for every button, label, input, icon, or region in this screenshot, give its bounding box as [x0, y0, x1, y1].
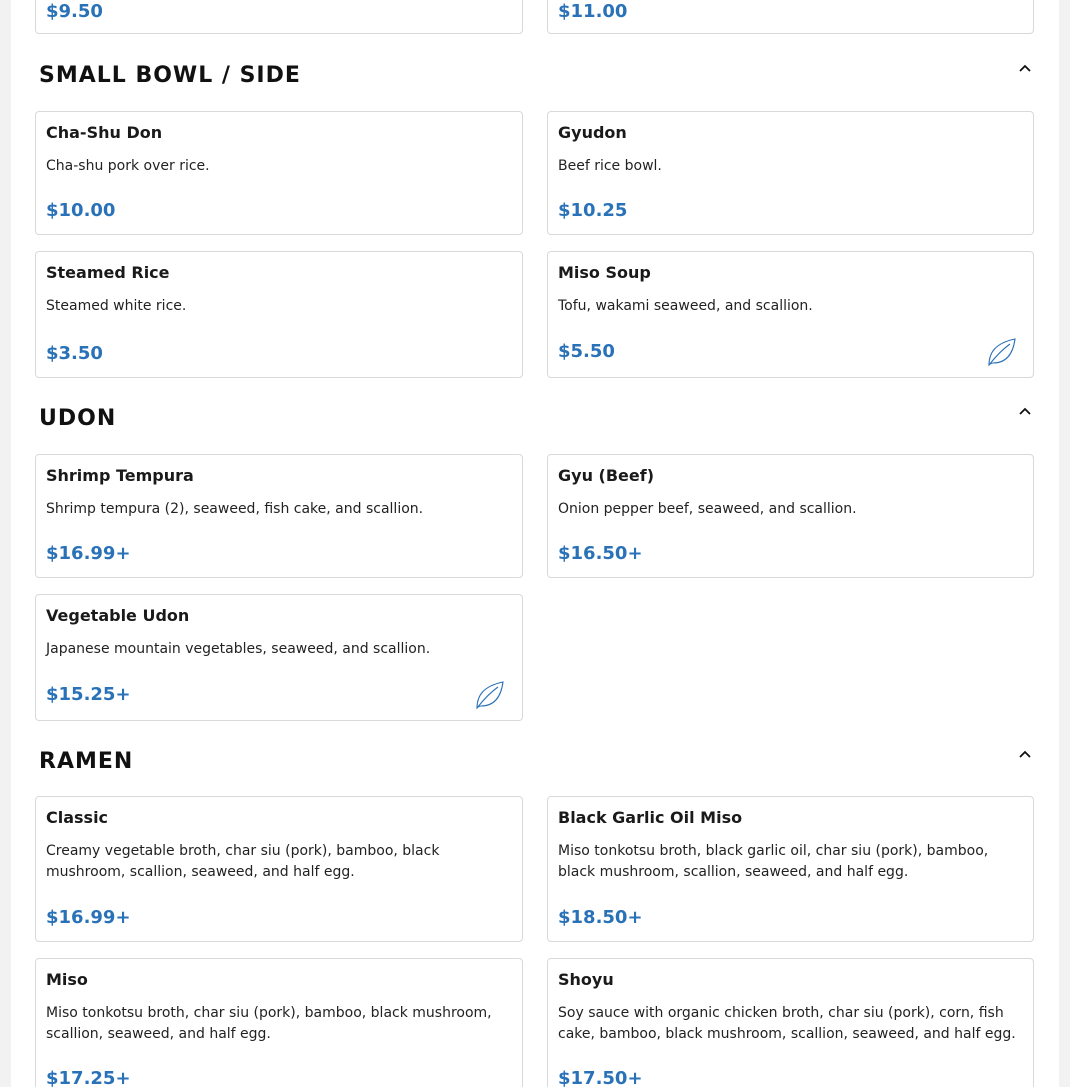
menu-page [11, 0, 1059, 1087]
item-name: Vegetable Udon [46, 606, 190, 625]
menu-item-card[interactable] [547, 454, 1034, 578]
chevron-up-icon[interactable] [1017, 747, 1033, 763]
section-title-small-bowl: SMALL BOWL / SIDE [39, 63, 301, 88]
section-title-udon: UDON [39, 406, 117, 431]
item-description: Japanese mountain vegetables, seaweed, and scallion. [46, 641, 431, 657]
item-price: $3.50 [46, 343, 103, 364]
menu-item-card[interactable] [547, 958, 1034, 1087]
item-description: Cha-shu pork over rice. [46, 158, 210, 174]
item-name: Cha-Shu Don [46, 123, 163, 142]
vegetarian-leaf-icon [474, 679, 506, 711]
item-price: $18.50+ [558, 907, 643, 928]
item-name: Miso Soup [558, 263, 651, 282]
item-price: $9.50 [46, 1, 103, 22]
item-description: Beef rice bowl. [558, 158, 662, 174]
item-price: $17.50+ [558, 1068, 643, 1087]
item-name: Miso [46, 970, 88, 989]
item-name: Shrimp Tempura [46, 466, 194, 485]
menu-item-card[interactable] [547, 796, 1034, 942]
item-name: Black Garlic Oil Miso [558, 808, 743, 827]
item-description: Steamed white rice. [46, 298, 187, 314]
menu-item-card[interactable] [35, 251, 523, 378]
menu-item-card[interactable] [35, 0, 523, 34]
item-price: $16.99+ [46, 907, 131, 928]
item-description: Miso tonkotsu broth, black garlic oil, char siu (pork), bamboo, black mushroom, scallion, seaweed, and half egg. [558, 843, 989, 880]
item-description: Miso tonkotsu broth, char siu (pork), bamboo, black mushroom, scallion, seaweed, and half egg. [46, 1005, 492, 1042]
menu-item-card[interactable] [547, 111, 1034, 235]
chevron-up-icon[interactable] [1017, 61, 1033, 77]
item-description: Onion pepper beef, seaweed, and scallion. [558, 501, 857, 517]
item-price: $10.25 [558, 200, 628, 221]
item-name: Gyudon [558, 123, 627, 142]
item-price: $17.25+ [46, 1068, 131, 1087]
item-price: $11.00 [558, 1, 628, 22]
item-name: Steamed Rice [46, 263, 170, 282]
section-title-ramen: RAMEN [39, 749, 134, 774]
menu-item-card[interactable] [547, 0, 1034, 34]
menu-item-card[interactable] [35, 796, 523, 942]
vegetarian-leaf-icon [986, 336, 1018, 368]
item-description: Creamy vegetable broth, char siu (pork), bamboo, black mushroom, scallion, seaweed, and half egg. [46, 843, 440, 880]
menu-item-card[interactable] [35, 111, 523, 235]
item-price: $16.99+ [46, 543, 131, 564]
item-name: Gyu (Beef) [558, 466, 655, 485]
menu-item-card[interactable] [35, 958, 523, 1087]
item-price: $16.50+ [558, 543, 643, 564]
menu-item-card[interactable] [35, 594, 523, 721]
chevron-up-icon[interactable] [1017, 404, 1033, 420]
item-description: Soy sauce with organic chicken broth, char siu (pork), corn, fish cake, bamboo, black mushroom, scallion, seaweed, and half egg. [558, 1005, 1016, 1042]
menu-item-card[interactable] [35, 454, 523, 578]
item-price: $15.25+ [46, 684, 131, 705]
item-description: Tofu, wakami seaweed, and scallion. [558, 298, 813, 314]
item-price: $5.50 [558, 341, 615, 362]
item-name: Classic [46, 808, 109, 827]
menu-item-card[interactable] [547, 251, 1034, 378]
item-description: Shrimp tempura (2), seaweed, fish cake, and scallion. [46, 501, 424, 517]
item-name: Shoyu [558, 970, 614, 989]
item-price: $10.00 [46, 200, 116, 221]
